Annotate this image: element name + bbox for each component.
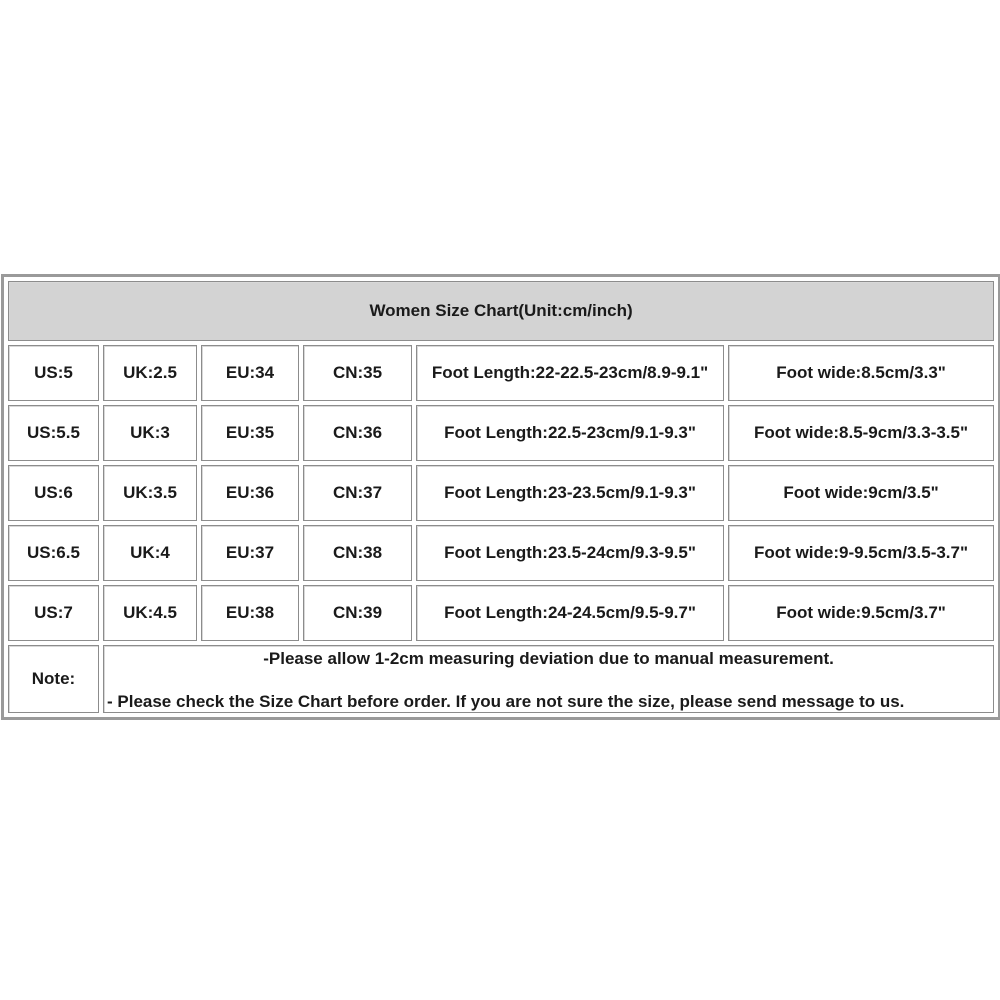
table-row xyxy=(8,525,994,581)
uk-size-cell: UK:4 xyxy=(103,525,197,581)
table-row xyxy=(8,585,994,641)
table-row xyxy=(8,405,994,461)
us-size-cell: US:7 xyxy=(8,585,99,641)
uk-size-cell: UK:4.5 xyxy=(103,585,197,641)
foot-wide-cell: Foot wide:8.5-9cm/3.3-3.5" xyxy=(728,405,994,461)
eu-size-cell: EU:38 xyxy=(201,585,299,641)
note-label: Note: xyxy=(8,645,99,713)
foot-wide-cell: Foot wide:8.5cm/3.3" xyxy=(728,345,994,401)
foot-length-cell: Foot Length:23.5-24cm/9.3-9.5" xyxy=(416,525,724,581)
us-size-cell: US:5 xyxy=(8,345,99,401)
cn-size-cell: CN:36 xyxy=(303,405,412,461)
size-chart-table xyxy=(1,274,1000,720)
table-row xyxy=(8,465,994,521)
eu-size-cell: EU:34 xyxy=(201,345,299,401)
eu-size-cell: EU:36 xyxy=(201,465,299,521)
foot-wide-cell: Foot wide:9-9.5cm/3.5-3.7" xyxy=(728,525,994,581)
cn-size-cell: CN:38 xyxy=(303,525,412,581)
title-row xyxy=(8,281,994,341)
uk-size-cell: UK:3 xyxy=(103,405,197,461)
foot-wide-cell: Foot wide:9.5cm/3.7" xyxy=(728,585,994,641)
note-text xyxy=(103,645,994,713)
note-row xyxy=(8,645,994,713)
note-line-measurement: -Please allow 1-2cm measuring deviation due to manual measurement. xyxy=(263,649,834,668)
cn-size-cell: CN:37 xyxy=(303,465,412,521)
uk-size-cell: UK:3.5 xyxy=(103,465,197,521)
cn-size-cell: CN:39 xyxy=(303,585,412,641)
chart-title: Women Size Chart(Unit:cm/inch) xyxy=(8,281,994,341)
us-size-cell: US:6 xyxy=(8,465,99,521)
foot-length-cell: Foot Length:24-24.5cm/9.5-9.7" xyxy=(416,585,724,641)
foot-wide-cell: Foot wide:9cm/3.5" xyxy=(728,465,994,521)
us-size-cell: US:5.5 xyxy=(8,405,99,461)
eu-size-cell: EU:37 xyxy=(201,525,299,581)
foot-length-cell: Foot Length:22-22.5-23cm/8.9-9.1" xyxy=(416,345,724,401)
uk-size-cell: UK:2.5 xyxy=(103,345,197,401)
us-size-cell: US:6.5 xyxy=(8,525,99,581)
table-row xyxy=(8,345,994,401)
cn-size-cell: CN:35 xyxy=(303,345,412,401)
foot-length-cell: Foot Length:23-23.5cm/9.1-9.3" xyxy=(416,465,724,521)
eu-size-cell: EU:35 xyxy=(201,405,299,461)
note-line-check-chart: - Please check the Size Chart before order. If you are not sure the size, please send message to us. xyxy=(107,692,905,711)
foot-length-cell: Foot Length:22.5-23cm/9.1-9.3" xyxy=(416,405,724,461)
